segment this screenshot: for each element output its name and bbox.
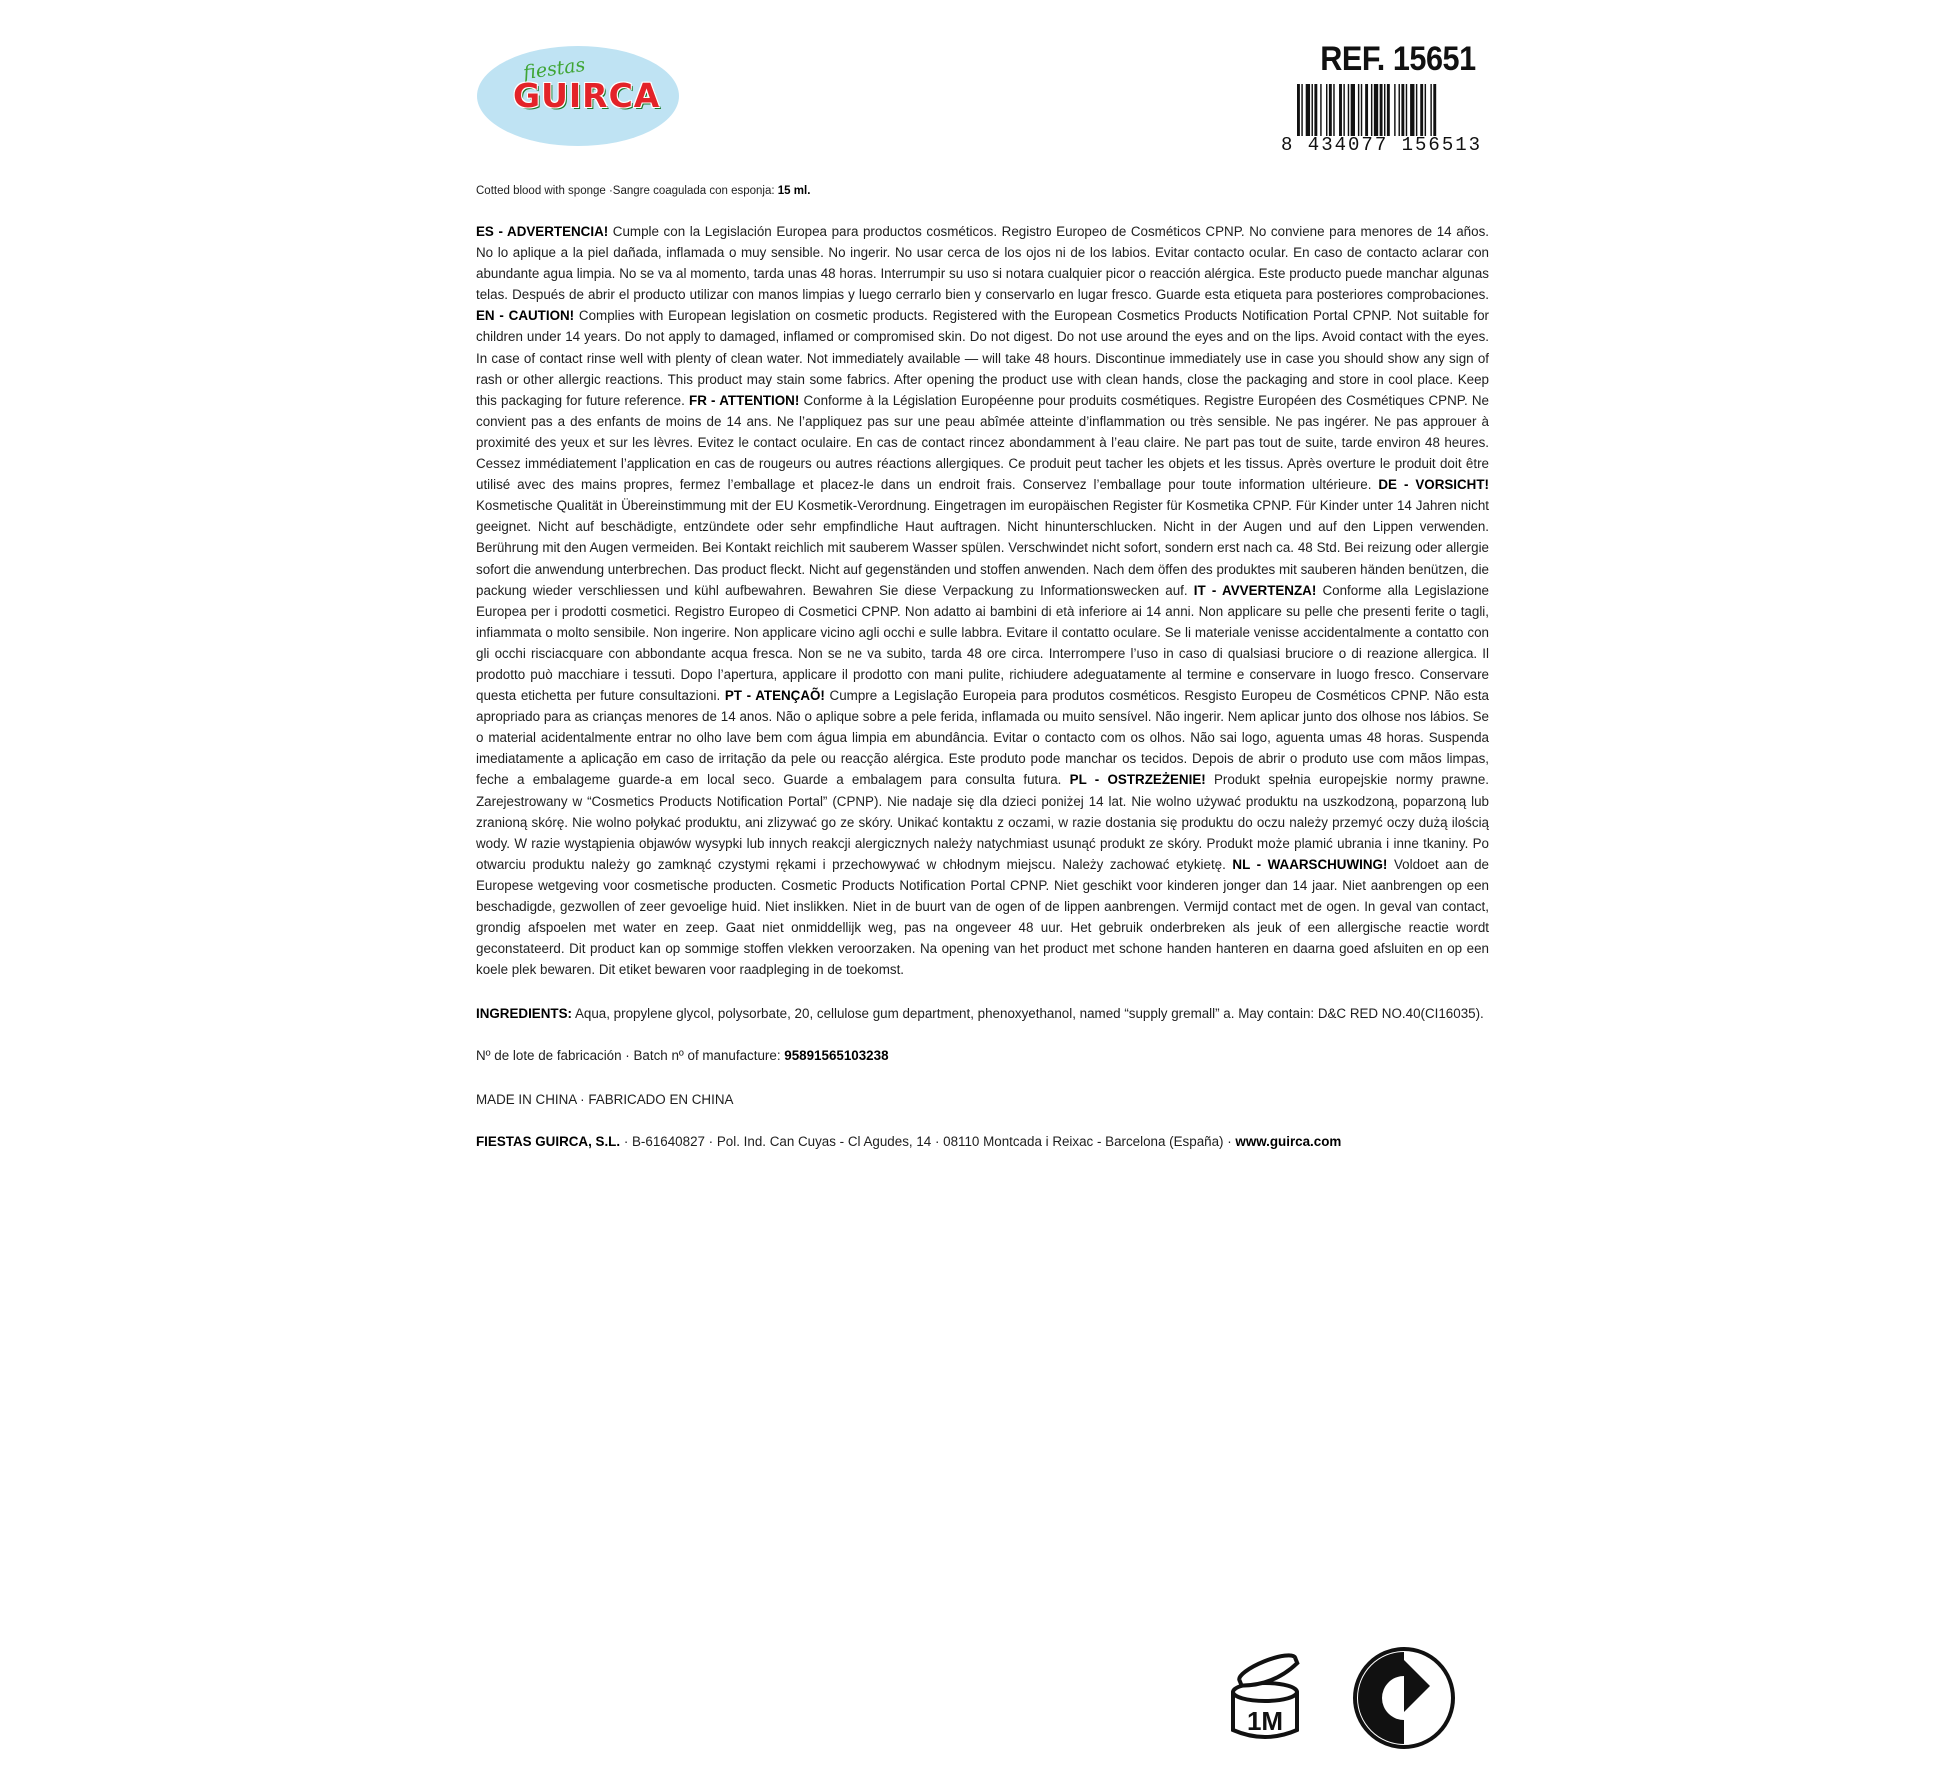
company-website: www.guirca.com <box>1235 1134 1342 1149</box>
warning-label-it: IT - AVVERTENZA! <box>1193 582 1317 598</box>
barcode-bar <box>1394 84 1395 136</box>
barcode-bar <box>1401 84 1404 136</box>
barcode-bar <box>1371 84 1372 136</box>
warning-text-pt: Cumpre a Legislação Europeia para produtos cosméticos. Resgisto Europeu de Cosméticos CPNP. Não esta apropriado para as crianças menores de 14 anos. Não o aplique sobre a pele ferida, inflamada ou muito sensível. Não ingerir. Nem aplicar junto dos olhose nos lábios. Se o material acidentalmente entrar no olho lave bem com água limpia em abundância. Evitar o contacto com os olhos. Não sai logo, aguenta umas 48 horas. Suspenda imediatamente a aplicação em caso de irritação da pele ou reacção alérgica. Este produto pode manchar os tecidos. Depois de abrir o produto use com mãos limpas, feche a embalageme guarde-a em local seco. Guarde a embalagem para consulta futura. <box>476 688 1489 788</box>
barcode-bar <box>1406 84 1407 136</box>
ingredients <box>476 1003 1489 1024</box>
barcode-bar <box>1339 84 1342 136</box>
barcode-bar <box>1384 84 1385 136</box>
batch-number <box>476 1045 1489 1066</box>
warning-text-fr: Conforme à la Législation Européenne pour produits cosmétiques. Registre Européen des Cosmétiques CPNP. Ne convient pas a des enfants de moins de 14 ans. Ne l’appliquez pas sur une peau abîmée atteinte d’inflammation ou très sensible. Ne pas ingérer. Ne pas approuer à proximité des yeux et sur les lèvres. Evitez le contact oculaire. En cas de contact rincez abondamment à l’eau claire. Ne part pas tout de suite, tarde environ 48 heures. Cessez immédiatement l’application en cas de rougeurs ou autres réactions allergiques. Ce produit peut tacher les objets et les tissus. Après overture le produit doit être utilisé avec des mains propres, fermez l’emballage et placez-le dans un endroit frais. Conservez l’emballage pour toute information ultérieure. <box>476 392 1489 493</box>
warning-label-es: ES - ADVERTENCIA! <box>476 224 609 239</box>
period-after-opening-icon <box>1225 1652 1305 1742</box>
barcode-bar <box>1329 84 1332 136</box>
ingredients-label: INGREDIENTS: <box>476 1006 572 1021</box>
barcode-bar <box>1314 84 1317 136</box>
batch-label: Nº de lote de fabricación · Batch nº of manufacture: <box>476 1048 785 1063</box>
barcode-bar <box>1348 84 1349 136</box>
barcode-bar <box>1297 84 1300 136</box>
warning-label-en: EN - CAUTION! <box>476 308 575 324</box>
barcode-bar <box>1399 84 1400 136</box>
batch-value: 95891565103238 <box>784 1048 889 1063</box>
warning-text-es: Cumple con la Legislación Europea para productos cosméticos. Registro Europeo de Cosméticos CPNP. No conviene para menores de 14 años. No lo aplique a la piel dañada, inflamada o muy sensible. No ingerir. No usar cerca de los ojos ni de los labios. Evitar contacto ocular. En caso de contacto aclarar con abundante agua limpia. No se va al momento, tarda unas 48 horas. Interrumpir su uso si notara cualquier picor o reacción alérgica. Este producto puede manchar algunas telas. Después de abrir el producto utilizar con manos limpias y luego cerrarlo bien y conservarlo en lugar fresco. Guarde esta etiqueta para posteriores comprobaciones. <box>476 224 1489 303</box>
barcode-bar <box>1343 84 1344 136</box>
barcode-bar <box>1365 84 1368 136</box>
barcode-bar <box>1374 84 1378 136</box>
company-name: FIESTAS GUIRCA, S.L. <box>476 1134 621 1149</box>
warning-label-de: DE - VORSICHT! <box>1378 477 1489 493</box>
product-description-text: Cotted blood with sponge ·Sangre coagulada con esponja: <box>476 185 778 197</box>
barcode-bar <box>1425 84 1426 136</box>
barcode-bar <box>1361 84 1362 136</box>
origin-statement: MADE IN CHINA · FABRICADO EN CHINA <box>476 1092 734 1107</box>
barcode-bar <box>1433 84 1436 136</box>
barcode-bar <box>1387 84 1390 136</box>
pao-label: 1M <box>1246 1706 1284 1736</box>
barcode-bar <box>1312 84 1313 136</box>
product-description <box>476 181 1489 202</box>
company-details: · B-61640827 · Pol. Ind. Can Cuyas - Cl Agudes, 14 · 08110 Montcada i Reixac - Barcelona (España) · <box>620 1134 1236 1149</box>
warning-label-pt: PT - ATENÇAÕ! <box>724 688 825 704</box>
barcode-bar <box>1416 84 1417 136</box>
warning-label-fr: FR - ATTENTION! <box>689 392 800 408</box>
barcode-bar <box>1358 84 1359 136</box>
warning-label-nl: NL - WAARSCHUWING! <box>1232 856 1388 872</box>
company-info <box>476 1131 1489 1152</box>
barcode-number: 8 434077 156513 <box>1281 134 1483 156</box>
product-volume: 15 ml. <box>777 185 811 197</box>
green-dot-icon <box>1352 1646 1456 1750</box>
barcode-bar <box>1380 84 1383 136</box>
barcode-bar <box>1410 84 1414 136</box>
ingredients-text: Aqua, propylene glycol, polysorbate, 20, cellulose gum department, phenoxyethanol, named “supply gremall” a. May contain: D&C RED NO.40(CI16035). <box>571 1006 1484 1021</box>
warning-text-nl: Voldoet aan de Europese wetgeving voor cosmetische producten. Cosmetic Products Notification Portal CPNP. Niet geschikt voor kinderen jonger dan 14 jaar. Niet aanbrengen op een beschadigde, gezwollen of zeer gevoelige huid. Niet inslikken. Niet in de buurt van de ogen of de lippen aanbrengen. Vermijd contact met de ogen. In geval van contact, grondig afspoelen met water en zeep. Gaat niet onmiddellijk weg, pas na ongeveer 48 uur. Het gebruik onderbreken als jeuk of een allergische reactie wordt geconstateerd. Dit product kan op sommige stoffen vlekken veroorzaken. Na opening van het product met schone handen hanteren en daarna goed afsluiten en op een koele plek bewaren. Dit etiket bewaren voor raadpleging in de toekomst. <box>476 856 1490 978</box>
warning-text-en: Complies with European legislation on cosmetic products. Registered with the European Cosmetics Products Notification Portal CPNP. Not suitable for children under 14 years. Do not apply to damaged, inflamed or compromised skin. Do not digest. Do not use around the eyes and on the lips. Avoid contact with the eyes. In case of contact rinse well with plenty of clean water. Not immediately available — will take 48 hours. Discontinue immediately use in case you should show any sign of rash or other allergic reactions. This product may stain some fabrics. After opening the product use with clean hands, close the packaging and store in cool place. Keep this packaging for future reference. <box>476 308 1489 408</box>
warning-text-de: Kosmetische Qualität in Übereinstimmung mit der EU Kosmetik-Verordnung. Eingetragen im europäischen Register für Kosmetika CPNP. Für Kinder unter 14 Jahren nicht geeignet. Nicht auf beschädigte, entzündete oder sehr empfindliche Haut auftragen. Nicht hinunterschlucken. Nicht in der Augen und auf den Lippen verwenden. Berührung mit den Augen vermeiden. Bei Kontakt reichlich mit sauberem Wasser spülen. Verschwindet nicht sofort, sondern erst nach ca. 48 Std. Bei reizung oder allergie sofort die anwendung unterbrechen. Das product fleckt. Nicht auf gegenständen und stoffen anwenden. Nach dem öffen des produktes mit sauberen händen benützen, die packung wieder verschliessen und kühl aufbewahren. Bewahren Sie diese Verpackung zu Informationswecken auf. <box>476 498 1489 598</box>
barcode-bars <box>1297 84 1477 136</box>
barcode-bar <box>1333 84 1334 136</box>
warning-text-pl: Produkt spełnia europejskie normy prawne. Zarejestrowany w “Cosmetics Products Notification Portal” (CPNP). Nie nadaje się dla dzieci poniżej 14 lat. Nie wolno używać produktu na uszkodzoną, poparzoną lub zranioną skórę. Nie wolno połykać produktu, ani zlizywać go ze skóry. Unikać kontaktu z oczami, w razie dostania się produktu do oczu należy przemyć oczy dużą ilością wody. W razie wystąpienia objawów wysypki lub innych reakcji alergicznych należy natychmiast usunąć produkt ze skóry. Produkt może plamić ubrania i inne tkaniny. Po otwarciu produktu należy go zamknąć czystymi rękami i przechowywać w chłodnym miejscu. Należy zachować etykietę. <box>476 772 1489 872</box>
barcode-bar <box>1306 84 1310 136</box>
logo-main-text: GUIRCA <box>513 76 661 115</box>
reference-number: REF. 15651 <box>1320 40 1476 78</box>
barcode-bar <box>1351 84 1355 136</box>
warning-text-it: Conforme alla Legislazione Europea per i prodotti cosmetici. Registro Europeo di Cosmetici CPNP. Non adatto ai bambini di età inferiore ai 14 anni. Non applicare su pelle che presenti ferite o tagli, infiammata o molto sensibile. Non ingerire. Non applicare vicino agli occhi e sulle labbra. Evitare il contatto oculare. Se li materiale venisse accidentalmente a contatto con gli occhi risciacquare con abbondante acqua fresca. Non se ne va subito, tarda 48 ore circa. Interrompere l’uso in caso di qualsiasi bruciore o di reazione allergica. Il prodotto può macchiare i tessuti. Dopo l’apertura, applicare il prodotto con mani pulite, richiudere adeguatamente al termine e conservare in luogo fresco. Conservare questa etichetta per future consultazioni. <box>476 582 1489 704</box>
warning-label-pl: PL - OSTRZEŻENIE! <box>1069 772 1206 788</box>
barcode-bar <box>1301 84 1302 136</box>
barcode <box>1281 84 1483 156</box>
barcode-bar <box>1430 84 1431 136</box>
barcode-bar <box>1326 84 1327 136</box>
logo-script-text: fiestas <box>521 53 587 85</box>
barcode-bar <box>1320 84 1321 136</box>
brand-logo <box>477 46 679 146</box>
barcode-bar <box>1420 84 1423 136</box>
warnings-paragraph <box>476 221 1489 980</box>
